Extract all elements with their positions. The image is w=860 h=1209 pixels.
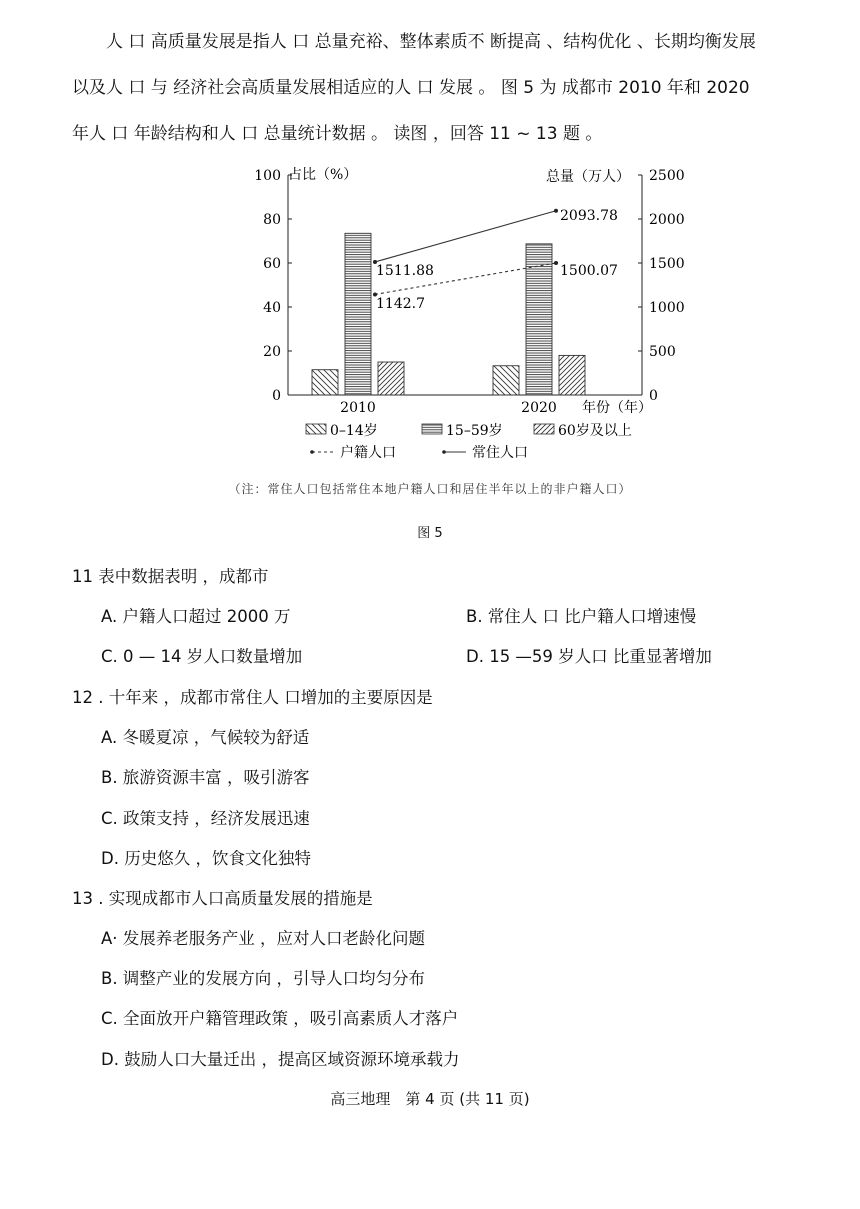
left-tick-label: 100 — [254, 168, 281, 184]
x-tick-label: 2020 — [521, 400, 557, 416]
question-11-option-a: A. 户籍人口超过 2000 万 — [101, 607, 291, 626]
question-13-option-a: A· 发展养老服务产业 ，应对人口老龄化问题 — [101, 929, 426, 948]
x-axis-title: 年份（年） — [582, 400, 652, 416]
legend-label-60-plus: 60岁及以上 — [558, 423, 632, 439]
question-13-stem: 13 . 实现成都市人口高质量发展的措施是 — [72, 889, 373, 908]
question-11-option-b: B. 常住人 口 比户籍人口增速慢 — [466, 607, 697, 626]
legend-swatch-0-14 — [306, 424, 326, 434]
left-axis-title: 占比（%） — [288, 167, 358, 183]
right-tick-label: 1000 — [649, 300, 685, 316]
figure-note: （注：常住人口包括常住本地户籍人口和居住半年以上的非户籍人口） — [228, 482, 632, 496]
bar-60岁及以上-2020 — [559, 355, 585, 395]
right-tick-label: 1500 — [649, 256, 685, 272]
legend-label-0-14: 0–14岁 — [330, 423, 378, 439]
label-changzhu-2020: 2093.78 — [560, 208, 618, 224]
left-tick-label: 0 — [272, 388, 281, 404]
question-12-option-d: D. 历史悠久 ，饮食文化独特 — [101, 849, 311, 868]
question-13-option-b: B. 调整产业的发展方向 ，引导人口均匀分布 — [101, 969, 426, 988]
left-tick-label: 80 — [263, 212, 281, 228]
legend-dot-changzhu — [442, 450, 446, 454]
label-huji-2020: 1500.07 — [560, 263, 618, 279]
question-12-option-a: A. 冬暖夏凉 ，气候较为舒适 — [101, 728, 310, 747]
bar-15–59岁-2020 — [526, 244, 552, 395]
legend-label-huji: 户籍人口 — [340, 445, 396, 461]
question-12-stem: 12 . 十年来 ，成都市常住人 口增加的主要原因是 — [72, 688, 433, 707]
label-changzhu-2010: 1511.88 — [376, 263, 434, 279]
question-12-option-b: B. 旅游资源丰富 ，吸引游客 — [101, 768, 310, 787]
legend-label-changzhu: 常住人口 — [472, 445, 528, 461]
legend-swatch-15-59 — [422, 424, 442, 434]
bar-15–59岁-2010 — [345, 233, 371, 395]
right-axis-title: 总量（万人） — [546, 169, 630, 185]
bar-60岁及以上-2010 — [378, 362, 404, 395]
legend-swatch-60-plus — [534, 424, 554, 434]
population-chart — [232, 158, 685, 468]
right-tick-label: 500 — [649, 344, 676, 360]
legend-label-15-59: 15–59岁 — [446, 423, 503, 439]
intro-paragraph — [72, 19, 792, 157]
right-tick-label: 2500 — [649, 168, 685, 184]
bar-0–14岁-2010 — [312, 370, 338, 395]
left-tick-label: 20 — [263, 344, 281, 360]
left-tick-label: 60 — [263, 256, 281, 272]
question-11-option-c: C. 0 — 14 岁人口数量增加 — [101, 647, 303, 666]
legend — [306, 422, 632, 461]
bar-0–14岁-2020 — [493, 366, 519, 395]
legend-dot-huji — [310, 450, 314, 454]
intro-line-1: 人 口 高质量发展是指人 口 总量充裕、整体素质不 断提高 、结构优化 、长期均衡发展 — [106, 32, 756, 52]
point-户籍人口-2020 — [554, 261, 558, 265]
intro-line-3: 年人 口 年龄结构和人 口 总量统计数据 。 读图 ，回答 11 ~ 13 题 。 — [72, 124, 603, 144]
question-11-option-d: D. 15 —59 岁人口 比重显著增加 — [466, 647, 712, 666]
right-tick-label: 0 — [649, 388, 658, 404]
question-12-option-c: C. 政策支持 ，经济发展迅速 — [101, 809, 310, 828]
page-footer: 高三地理 第 4 页 (共 11 页) — [330, 1090, 530, 1108]
label-huji-2010: 1142.7 — [376, 296, 425, 312]
question-11-stem: 11 表中数据表明 ，成都市 — [72, 567, 269, 586]
right-tick-label: 2000 — [649, 212, 685, 228]
figure-caption: 图 5 — [417, 526, 443, 541]
x-tick-label: 2010 — [340, 400, 376, 416]
point-常住人口-2020 — [554, 209, 558, 213]
left-tick-label: 40 — [263, 300, 281, 316]
intro-line-2: 以及人 口 与 经济社会高质量发展相适应的人 口 发展 。 图 5 为 成都市 2010 年和 2020 — [72, 78, 750, 98]
question-13-option-c: C. 全面放开户籍管理政策 ，吸引高素质人才落户 — [101, 1009, 459, 1028]
question-13-option-d: D. 鼓励人口大量迁出 ，提高区域资源环境承载力 — [101, 1050, 460, 1069]
chart-bars — [312, 233, 585, 395]
